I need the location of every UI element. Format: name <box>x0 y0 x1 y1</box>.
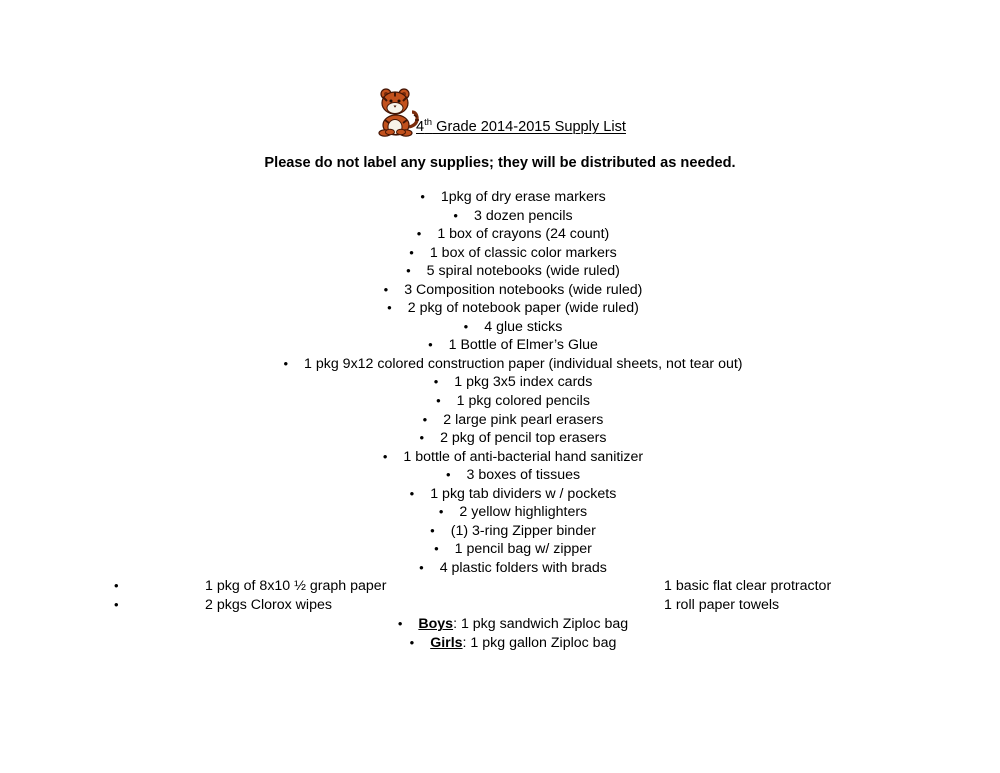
list-item <box>26 318 1000 337</box>
list-item <box>26 373 1000 392</box>
list-item <box>26 448 1000 467</box>
bullet-icon: • <box>416 226 422 242</box>
bullet-icon: • <box>382 448 388 464</box>
bullet-icon: • <box>409 244 414 260</box>
list-item-text: 1 pencil bag w/ zipper <box>454 541 592 558</box>
list-item-text: 1 Bottle of Elmer’s Glue <box>448 337 598 354</box>
gender-section <box>0 615 1000 652</box>
list-item <box>26 244 1000 263</box>
list-item-text: 3 boxes of tissues <box>466 467 581 484</box>
two-column-row <box>0 577 1000 596</box>
girls-label: Girls <box>430 634 463 651</box>
supply-list <box>0 188 1000 577</box>
list-item <box>26 281 1000 300</box>
list-item <box>26 411 1000 430</box>
list-item-text: 1 bottle of anti-bacterial hand sanitizer <box>403 448 644 465</box>
list-item <box>26 559 1000 578</box>
list-item-text: 2 pkg of pencil top erasers <box>440 430 607 447</box>
list-item <box>26 466 1000 485</box>
list-item <box>26 634 1000 653</box>
bullet-icon: • <box>438 504 444 520</box>
list-item-text: 1 box of classic color markers <box>429 244 617 261</box>
list-item <box>26 336 1000 355</box>
right-column-item: 1 basic flat clear protractor <box>664 578 832 594</box>
bullet-icon: • <box>283 355 289 371</box>
list-item-text: 1 pkg 3x5 index cards <box>454 374 593 391</box>
list-item-text: 4 glue sticks <box>484 318 563 335</box>
bullet-icon: • <box>383 281 389 297</box>
list-item-text: 1pkg of dry erase markers <box>440 189 606 205</box>
list-item <box>26 225 1000 244</box>
list-item-text: 3 dozen pencils <box>473 207 573 224</box>
list-item-text: (1) 3-ring Zipper binder <box>450 522 596 539</box>
page-title <box>416 119 626 135</box>
list-item <box>26 503 1000 522</box>
list-item-text: 1 pkg tab dividers w / pockets <box>430 485 617 502</box>
bullet-icon: • <box>436 393 441 409</box>
bullet-icon: • <box>406 263 411 279</box>
bullet-icon: • <box>114 596 119 612</box>
bullet-icon: • <box>409 634 415 650</box>
title-superscript: th <box>424 117 433 129</box>
list-item-text: 1 box of crayons (24 count) <box>437 226 610 243</box>
list-item <box>26 188 1000 207</box>
list-item-text: 4 plastic folders with brads <box>439 559 607 576</box>
title-rest: Grade 2014-2015 Supply List <box>432 119 626 135</box>
tiger-clipart-icon <box>374 88 420 138</box>
list-item <box>26 615 1000 634</box>
list-item <box>26 207 1000 226</box>
list-item-text: 2 large pink pearl erasers <box>443 411 604 428</box>
bullet-icon: • <box>463 318 469 334</box>
list-item-text: 2 pkg of notebook paper (wide ruled) <box>407 300 639 317</box>
title-row <box>0 88 1000 138</box>
bullet-icon: • <box>420 189 425 204</box>
title-number: 4 <box>416 119 425 135</box>
bullet-icon: • <box>433 374 439 390</box>
two-column-row <box>0 596 1000 615</box>
list-item <box>26 299 1000 318</box>
list-item-text: 3 Composition notebooks (wide ruled) <box>404 281 643 298</box>
notice-text: Please do not label any supplies; they will be distributed as needed. <box>264 155 736 171</box>
bullet-icon: • <box>409 485 415 501</box>
boys-item-text: : 1 pkg sandwich Ziploc bag <box>453 616 629 632</box>
right-column-item: 1 roll paper towels <box>664 596 780 613</box>
bullet-icon: • <box>434 541 439 557</box>
bullet-icon: • <box>445 467 451 483</box>
bullet-icon: • <box>428 337 433 353</box>
bullet-icon: • <box>397 616 403 631</box>
list-item <box>26 392 1000 411</box>
girls-item-text: : 1 pkg gallon Ziploc bag <box>462 634 617 651</box>
bullet-icon: • <box>430 522 435 538</box>
bullet-icon: • <box>419 430 425 446</box>
list-item <box>26 485 1000 504</box>
list-item <box>26 355 1000 374</box>
left-column-item: 2 pkgs Clorox wipes <box>205 596 332 613</box>
bullet-icon: • <box>419 559 424 575</box>
list-item <box>26 522 1000 541</box>
list-item-text: 1 pkg 9x12 colored construction paper (individual sheets, not tear out) <box>304 355 743 372</box>
bullet-icon: • <box>422 411 428 427</box>
bullet-icon: • <box>453 207 458 223</box>
bullet-icon: • <box>114 578 119 593</box>
list-item <box>26 540 1000 559</box>
list-item-text: 2 yellow highlighters <box>459 504 588 521</box>
bullet-icon: • <box>387 300 392 316</box>
left-column-item: 1 pkg of 8x10 ½ graph paper <box>205 578 387 594</box>
list-item <box>26 429 1000 448</box>
list-item-text: 1 pkg colored pencils <box>456 393 590 410</box>
boys-label: Boys <box>418 616 454 632</box>
list-item-text: 5 spiral notebooks (wide ruled) <box>426 263 620 280</box>
two-column-section <box>0 577 1000 614</box>
list-item <box>26 262 1000 281</box>
